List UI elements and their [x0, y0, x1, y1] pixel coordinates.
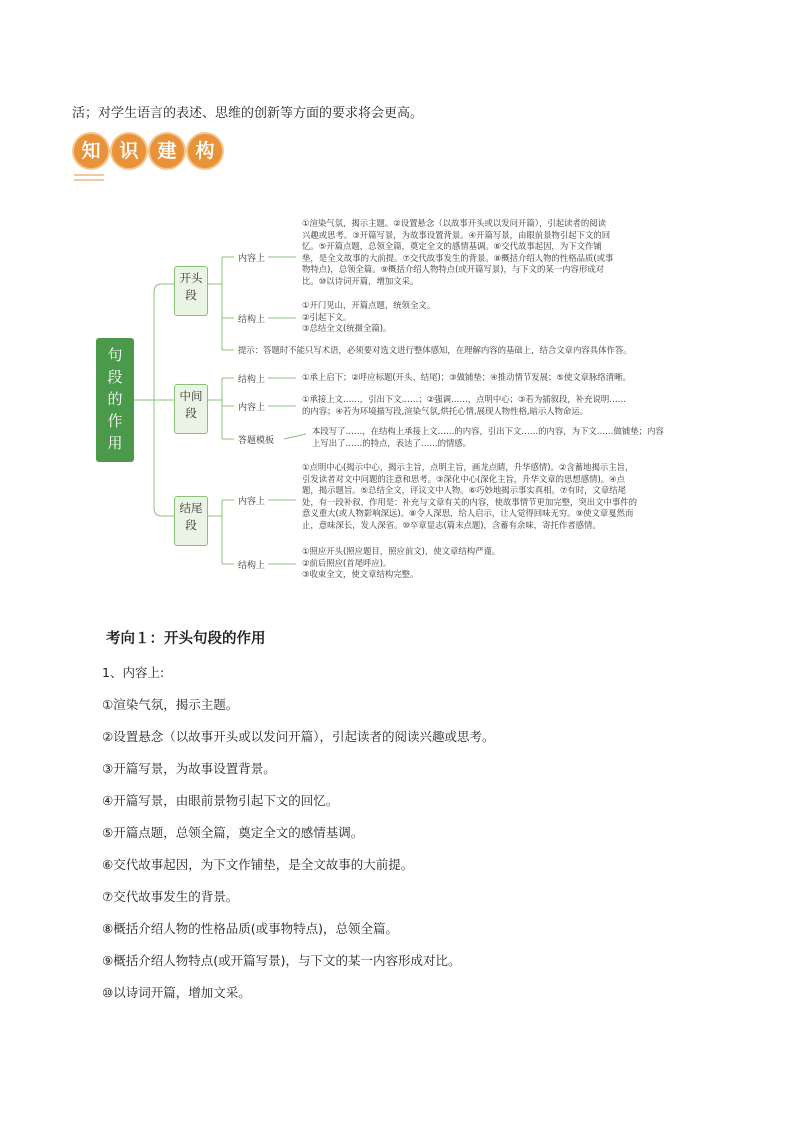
list-item: ⑦交代故事发生的背景。	[102, 889, 239, 904]
middle-content-label: 内容上	[238, 403, 266, 413]
intro-text: 活；对学生语言的表述、思维的创新等方面的要求将会更高。	[72, 106, 424, 121]
list-item: ④开篇写景，由眼前景物引起下文的回忆。	[102, 793, 339, 808]
root-label: 句段的作用	[107, 346, 123, 452]
knowledge-banner	[74, 134, 224, 186]
node-ending-label: 结尾段	[179, 501, 203, 532]
node-ending	[174, 496, 208, 546]
node-middle-label: 中间段	[179, 389, 203, 420]
middle-template-label: 答题模板	[238, 436, 275, 446]
node-opening-label: 开头段	[179, 271, 203, 302]
text-line: ①承接上文……，引出下文……；②强调……，点明中心；③若为插叙段，补充说明……	[302, 394, 627, 404]
mindmap-root	[96, 338, 134, 462]
text-line: ①点明中心(揭示中心，揭示主旨，点明主旨，画龙点睛，升华感情)。②含蓄地揭示主旨，	[302, 462, 634, 472]
list-item: ①渲染气氛，揭示主题。	[102, 697, 239, 712]
text-line: 上写出了……的特点，表达了……的情感。	[312, 437, 472, 448]
list-item: ②设置悬念（以故事开头或以发问开篇），引起读者的阅读兴趣或思考。	[102, 729, 495, 744]
banner-char-1: 知	[74, 134, 108, 168]
list-item: ⑨概括介绍人物特点(或开篇写景)，与下文的某一内容形成对比。	[102, 953, 461, 968]
text-line: 物特点)，总领全篇。⑨概括介绍人物特点(或开篇写景)，与下文的某一内容形成对	[302, 264, 605, 274]
opening-content-label: 内容上	[238, 254, 266, 264]
text-line: 的内容；④若为环境描写段,渲染气氛,烘托心情,展现人物性格,暗示人物命运。	[302, 405, 589, 416]
node-middle	[174, 384, 208, 434]
mind-map	[94, 212, 714, 592]
text-line: 意义重大(或人物影响深远)。⑧令人深思，给人启示，让人觉得回味无穷。⑨使文章戛然而	[302, 508, 634, 518]
ending-structure-label: 结构上	[238, 561, 266, 571]
list-item: ⑥交代故事起因，为下文作铺垫，是全文故事的大前提。	[102, 857, 414, 872]
text-line: ①照应开头(照应题目，照应前文)，使文章结构严谨。	[302, 546, 501, 556]
opening-structure-label: 结构上	[238, 315, 266, 325]
list-item: ③开篇写景，为故事设置背景。	[102, 761, 276, 776]
banner-stripe	[74, 174, 104, 176]
node-opening	[174, 266, 208, 316]
text-line: 比。⑩以诗词开篇，增加文采。	[302, 275, 419, 286]
banner-char-3: 建	[150, 134, 184, 168]
list-item: ⑤开篇点题，总领全篇，奠定全文的感情基调。	[102, 825, 364, 840]
text-line: 处，有一段补叙，作用是：补充与文章有关的内容，使故事情节更加完整，突出文中事件的	[302, 496, 637, 507]
text-line: ①开门见山，开篇点题，统领全文。	[302, 300, 436, 310]
text-line: ③收束全文，使文章结构完整。	[302, 569, 419, 579]
opening-hint: 提示：答题时不能只写术语，必须要对选文进行整体感知，在理解内容的基础上，结合文章内容具体作答。	[238, 345, 632, 355]
middle-content-text	[302, 394, 692, 417]
text-line: ①渲染气氛，揭示主题。②设置悬念（以故事开头或以发问开篇），引起读者的阅读	[302, 218, 606, 228]
text-line: 引发读者对文中问题的注意和思考。③深化中心(深化主旨，升华文章的思想感情)。④点	[302, 473, 626, 484]
middle-structure-label: 结构上	[238, 375, 266, 385]
ending-content-text	[302, 462, 702, 531]
section-heading: 考向１：开头句段的作用	[106, 631, 266, 647]
text-line: 忆。⑤开篇点题，总领全篇，奠定全文的感情基调。⑥交代故事起因，为下文作铺	[302, 241, 602, 251]
banner-char-4: 构	[188, 134, 222, 168]
text-line: 兴趣或思考。③开篇写景，为故事设置背景。④开篇写景，由眼前景物引起下文的回	[302, 229, 611, 240]
opening-structure-text	[302, 300, 602, 335]
middle-template-text	[312, 426, 712, 449]
text-line: 本段写了……，在结构上承接上文……的内容，引出下文……的内容，为下文……做铺垫；内容	[312, 426, 664, 436]
text-line: 题，揭示题旨。⑤总结全文，评议文中人物。⑥巧妙地揭示事实真相。⑦有时，文章结尾	[302, 485, 627, 495]
text-line: ②前后照应(首尾呼应)。	[302, 557, 392, 568]
text-line: 垫，是全文故事的大前提。⑦交代故事发生的背景。⑧概括介绍人物的性格品质(或事	[302, 252, 614, 263]
text-line: 止，意味深长，发人深省。⑩卒章显志(篇末点题)，含蓄有余味，寄托作者感情。	[302, 519, 601, 530]
list-title: 1、内容上:	[102, 665, 165, 680]
ending-structure-text	[302, 546, 622, 581]
middle-structure-text: ①承上启下；②呼应标题(开头、结尾)；③做铺垫；④推动情节发展；⑤使文章脉络清晰。	[302, 372, 631, 382]
list-item: ⑩以诗词开篇，增加文采。	[102, 985, 251, 1000]
list-item: ⑧概括介绍人物的性格品质(或事物特点)，总领全篇。	[102, 921, 398, 936]
text-line: ②引起下文。	[302, 311, 352, 322]
text-line: ③总结全文(统摄全篇)。	[302, 323, 392, 333]
banner-stripe	[74, 179, 104, 181]
opening-content-text	[302, 218, 682, 287]
banner-char-2: 识	[112, 134, 146, 168]
ending-content-label: 内容上	[238, 497, 266, 507]
